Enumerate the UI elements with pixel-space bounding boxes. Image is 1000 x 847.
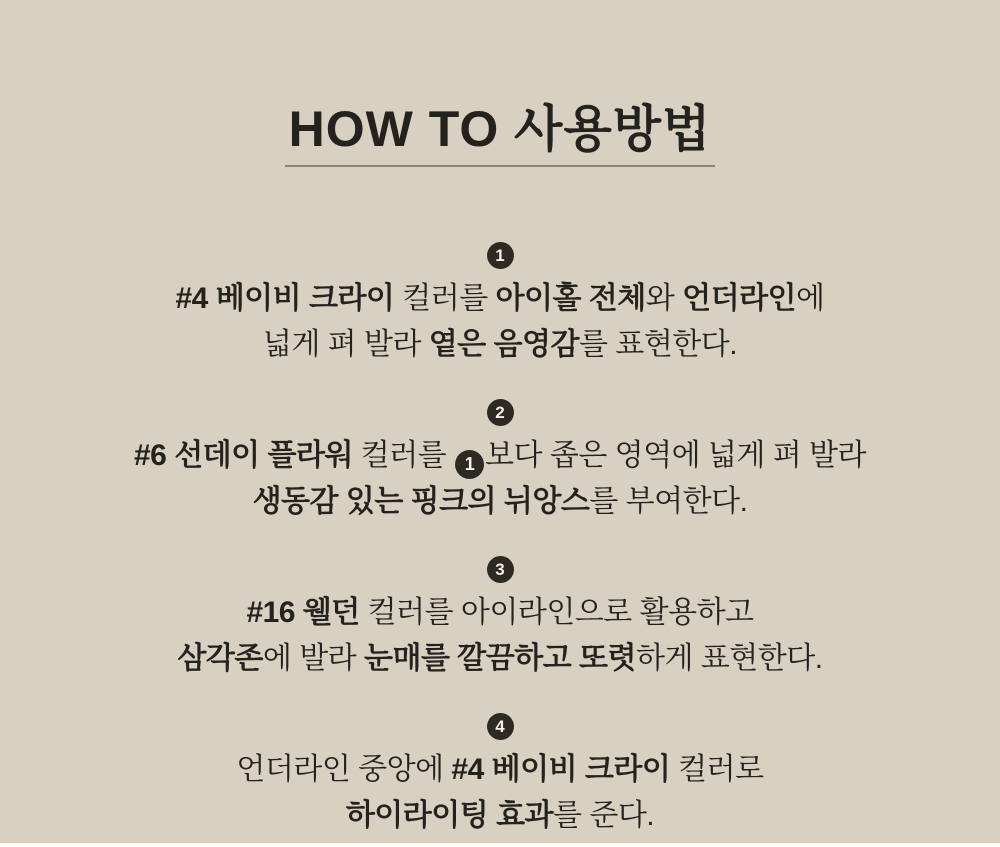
text: 를 표현한다. <box>579 328 738 361</box>
emphasis-text: 눈매를 깔끔하고 또렷 <box>364 642 636 675</box>
step-number-badge: 4 <box>487 713 514 740</box>
text: 컬러를 <box>394 282 496 315</box>
step-text-line <box>0 276 1000 322</box>
page-title: HOW TO 사용방법 <box>285 102 716 167</box>
emphasis-text: 옅은 음영감 <box>428 328 580 361</box>
howto-step <box>0 242 1000 368</box>
emphasis-text: #16 웰던 <box>246 596 360 629</box>
text: 를 준다. <box>553 799 655 832</box>
text: 컬러를 <box>352 439 455 472</box>
text: 컬러를 아이라인으로 활용하고 <box>359 596 754 629</box>
emphasis-text: #4 베이비 크라이 <box>175 282 395 315</box>
text: 에 <box>796 282 825 315</box>
step-number-badge: 1 <box>487 242 514 269</box>
step-text-line <box>0 747 1000 793</box>
emphasis-text: 하이라이팅 효과 <box>345 799 554 832</box>
text: 넓게 펴 발라 <box>262 328 429 361</box>
emphasis-text: #6 선데이 플라워 <box>134 439 353 472</box>
text: 를 부여한다. <box>589 485 748 518</box>
title-section <box>0 0 1000 200</box>
text: 보다 좁은 영역에 넓게 펴 발라 <box>485 439 866 472</box>
step-number-badge: 2 <box>487 399 514 426</box>
emphasis-text: 아이홀 전체 <box>495 282 646 315</box>
emphasis-text: 삼각존 <box>177 642 263 675</box>
inline-step-ref-badge: 1 <box>455 450 484 479</box>
emphasis-text: 언더라인 <box>682 282 797 315</box>
step-text-line <box>0 322 1000 368</box>
text: 와 <box>645 282 683 315</box>
emphasis-text: 생동감 있는 핑크의 뉘앙스 <box>252 485 590 518</box>
text: 언더라인 중앙에 <box>236 753 452 786</box>
text: 에 발라 <box>262 642 364 675</box>
howto-step <box>0 399 1000 525</box>
steps-list <box>0 242 1000 839</box>
bottom-edge-strip <box>0 843 1000 847</box>
step-text-line <box>0 590 1000 636</box>
step-text-line <box>0 433 1000 479</box>
step-number-badge: 3 <box>487 556 514 583</box>
emphasis-text: #4 베이비 크라이 <box>451 753 671 786</box>
howto-step <box>0 556 1000 682</box>
step-text-line <box>0 479 1000 525</box>
howto-step <box>0 713 1000 839</box>
step-text-line <box>0 636 1000 682</box>
text: 하게 표현한다. <box>636 642 823 675</box>
text: 컬러로 <box>670 753 764 786</box>
step-text-line <box>0 793 1000 839</box>
